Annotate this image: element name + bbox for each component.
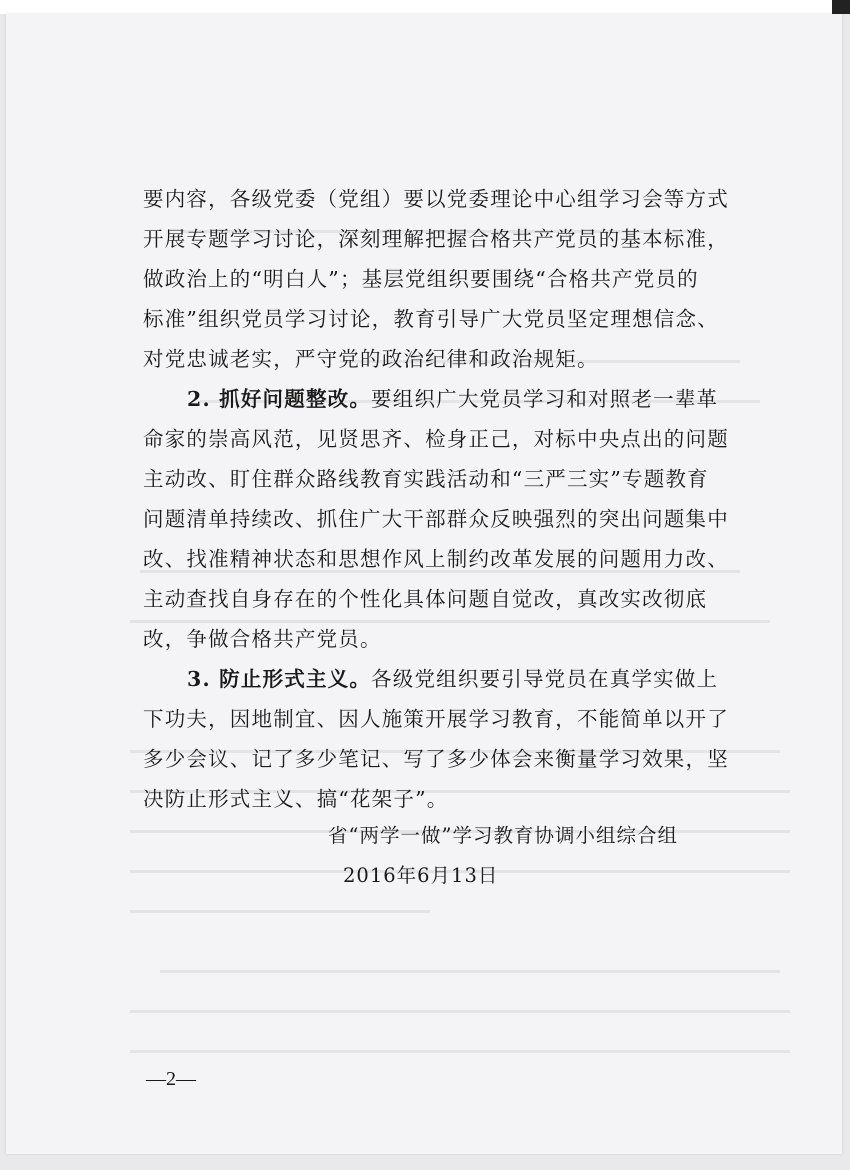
text-line: 要内容，各级党委（党组）要以党委理论中心组学习会等方式 (143, 187, 729, 211)
text-line: 改，争做合格共产党员。 (143, 627, 382, 651)
text-span: 各级党组织要引导党员在真学实做上 (371, 667, 719, 691)
text-line: 对党忠诚老实，严守党的政治纪律和政治规矩。 (143, 347, 599, 371)
text-line: 标准”组织党员学习讨论，教育引导广大党员坚定理想信念、 (143, 307, 719, 331)
page-number: —2— (146, 1068, 196, 1090)
text-line: 开展专题学习讨论，深刻理解把握合格共产党员的基本标准， (143, 227, 729, 251)
section-heading: 3. 防止形式主义。 (187, 667, 372, 691)
text-line: 多少会议、记了多少笔记、写了多少体会来衡量学习效果，坚 (143, 747, 729, 771)
section-heading-line (187, 659, 718, 699)
text-line: 主动改、盯住群众路线教育实践活动和“三严三实”专题教育 (143, 467, 709, 491)
text-line: 主动查找自身存在的个性化具体问题自觉改，真改实改彻底 (143, 587, 708, 611)
text-line: 下功夫，因地制宜、因人施策开展学习教育，不能简单以开了 (143, 707, 729, 731)
text-line: 决防止形式主义、搞“花架子”。 (143, 787, 449, 811)
scan-corner-mark (832, 0, 850, 14)
signature-date: 2016年6月13日 (343, 864, 499, 887)
text-span: 要组织广大党员学习和对照老一辈革 (371, 387, 719, 411)
text-line: 问题清单持续改、抓住广大干部群众反映强烈的突出问题集中 (143, 507, 729, 531)
section-heading: 2. 抓好问题整改。 (187, 387, 372, 411)
scan-edge (0, 0, 850, 14)
signature-organization: 省“两学一做”学习教育协调小组综合组 (328, 824, 678, 847)
section-heading-line (187, 379, 718, 419)
text-line: 改、找准精神状态和思想作风上制约改革发展的问题用力改、 (143, 547, 729, 571)
text-line: 命家的崇高风范，见贤思齐、检身正己，对标中央点出的问题 (143, 427, 729, 451)
text-line: 做政治上的“明白人”；基层党组织要围绕“合格共产党员的 (143, 267, 699, 291)
